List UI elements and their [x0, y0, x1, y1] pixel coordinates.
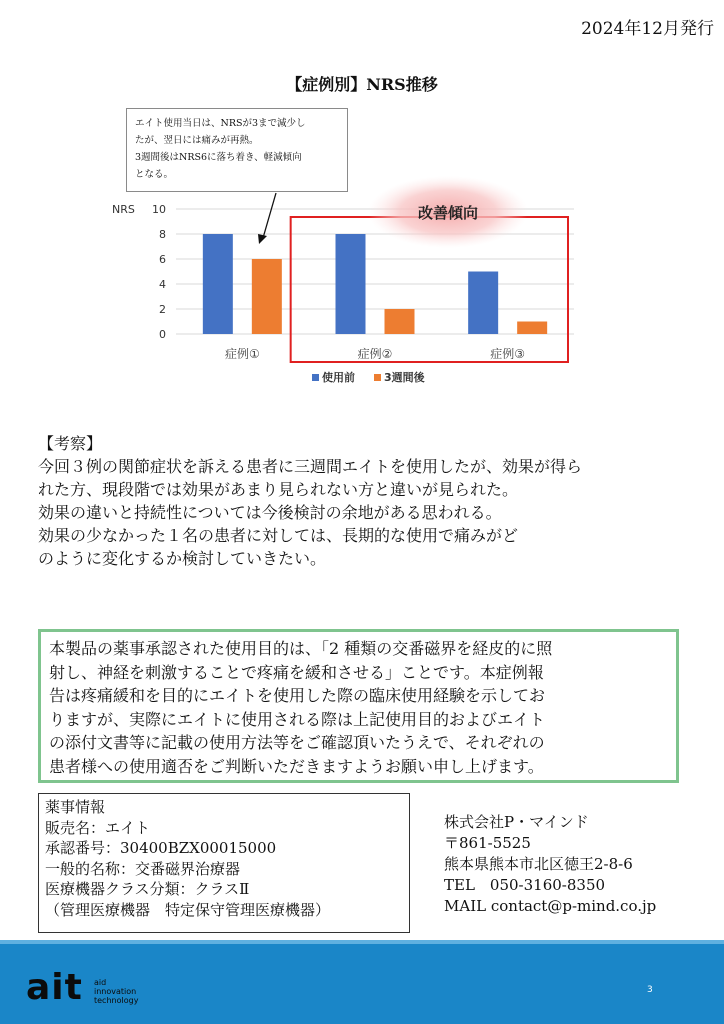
pharma-heading: 薬事情報 [45, 798, 106, 816]
consideration-section [38, 432, 688, 570]
bar-before [203, 234, 233, 334]
y-tick-label: 0 [159, 328, 166, 341]
pharma-line: （管理医療機器 特定保守管理医療機器） [45, 900, 331, 919]
x-category-label: 症例③ [490, 347, 526, 361]
legend-label: 使用前 [322, 371, 355, 384]
bar-after [252, 259, 282, 334]
pharma-info-box [38, 793, 410, 933]
notice-line: の添付文書等に記載の使用方法等をご確認頂いたうえで、それぞれの [49, 733, 545, 752]
issue-date: 2024年12月発行 [581, 19, 714, 39]
notice-line: 患者様への使用適否をご判断いただきますようお願い申し上げます。 [49, 756, 544, 776]
logo-tagline-line: innovation [94, 987, 137, 996]
pharma-line: 販売名：エイト [45, 818, 151, 837]
callout-line: 3週間後はNRS6に落ち着き、軽減傾向 [135, 152, 302, 163]
highlight-label: 改善傾向 [417, 204, 479, 222]
y-tick-label: 10 [152, 203, 166, 216]
usage-notice-box [38, 629, 679, 783]
notice-line: 本製品の薬事承認された使用目的は、「2 種類の交番磁界を経皮的に照 [49, 639, 553, 658]
notice-line: 告は疼痛緩和を目的にエイトを使用した際の臨床使用経験を示してお [49, 686, 546, 705]
legend-swatch [374, 374, 381, 381]
ait-logo-tagline [94, 978, 138, 1005]
pharma-line: 医療機器クラス分類：クラスⅡ [45, 880, 250, 898]
chart-title: 【症例別】NRS推移 [286, 75, 438, 94]
callout-pointer [263, 193, 276, 238]
company-address: 熊本県熊本市北区徳王2-8-6 [444, 855, 633, 873]
consideration-line: 効果の少なかった１名の患者に対しては、長期的な使用で痛みがど [38, 526, 519, 545]
consideration-line: 効果の違いと持続性については今後検討の余地がある思われる。 [38, 503, 502, 522]
bar-after [517, 322, 547, 335]
company-name: 株式会社P・マインド [444, 813, 589, 831]
consideration-line: のように変化するか検討していきたい。 [38, 549, 327, 568]
consideration-heading: 【考察】 [38, 434, 103, 453]
company-postal: 〒861-5525 [444, 834, 531, 852]
company-email-link[interactable]: MAIL contact@p-mind.co.jp [444, 897, 657, 915]
legend-swatch [312, 374, 319, 381]
y-tick-label: 4 [159, 278, 166, 291]
company-phone: TEL 050-3160-8350 [444, 876, 606, 894]
bar-after [385, 309, 415, 334]
y-tick-label: 2 [159, 303, 166, 316]
pharma-line: 一般的名称：交番磁界治療器 [45, 859, 241, 878]
bar-before [336, 234, 366, 334]
callout-arrowhead [258, 234, 267, 244]
y-axis-label: NRS [112, 203, 135, 216]
callout-line: たが、翌日には痛みが再熱。 [135, 135, 259, 146]
consideration-line: れた方、現段階では効果があまり見られない方と違いが見られた。 [38, 480, 519, 499]
legend-label: 3週間後 [384, 371, 425, 384]
notice-line: りますが、実際にエイトに使用される際は上記使用目的およびエイト [49, 709, 546, 729]
company-info [444, 812, 656, 917]
nrs-bar-chart [0, 0, 724, 400]
logo-tagline-line: aid [94, 978, 107, 987]
pharma-line: 承認番号：30400BZX00015000 [45, 839, 277, 857]
x-category-label: 症例② [357, 347, 393, 361]
x-category-label: 症例① [224, 347, 260, 361]
logo-tagline-line: technology [94, 996, 139, 1005]
y-tick-label: 8 [159, 228, 166, 241]
consideration-line: 今回３例の関節症状を訴える患者に三週間エイトを使用したが、効果が得ら [38, 457, 583, 476]
bar-before [468, 272, 498, 335]
y-tick-label: 6 [159, 253, 166, 266]
callout-line: エイト使用当日は、NRSが3まで減少し [135, 118, 306, 129]
ait-logo: ait [26, 967, 83, 1008]
page-number: 3 [647, 985, 653, 995]
notice-line: 射し、神経を刺激することで疼痛を緩和させる」ことです。本症例報 [49, 662, 544, 682]
callout-line: となる。 [135, 169, 174, 180]
